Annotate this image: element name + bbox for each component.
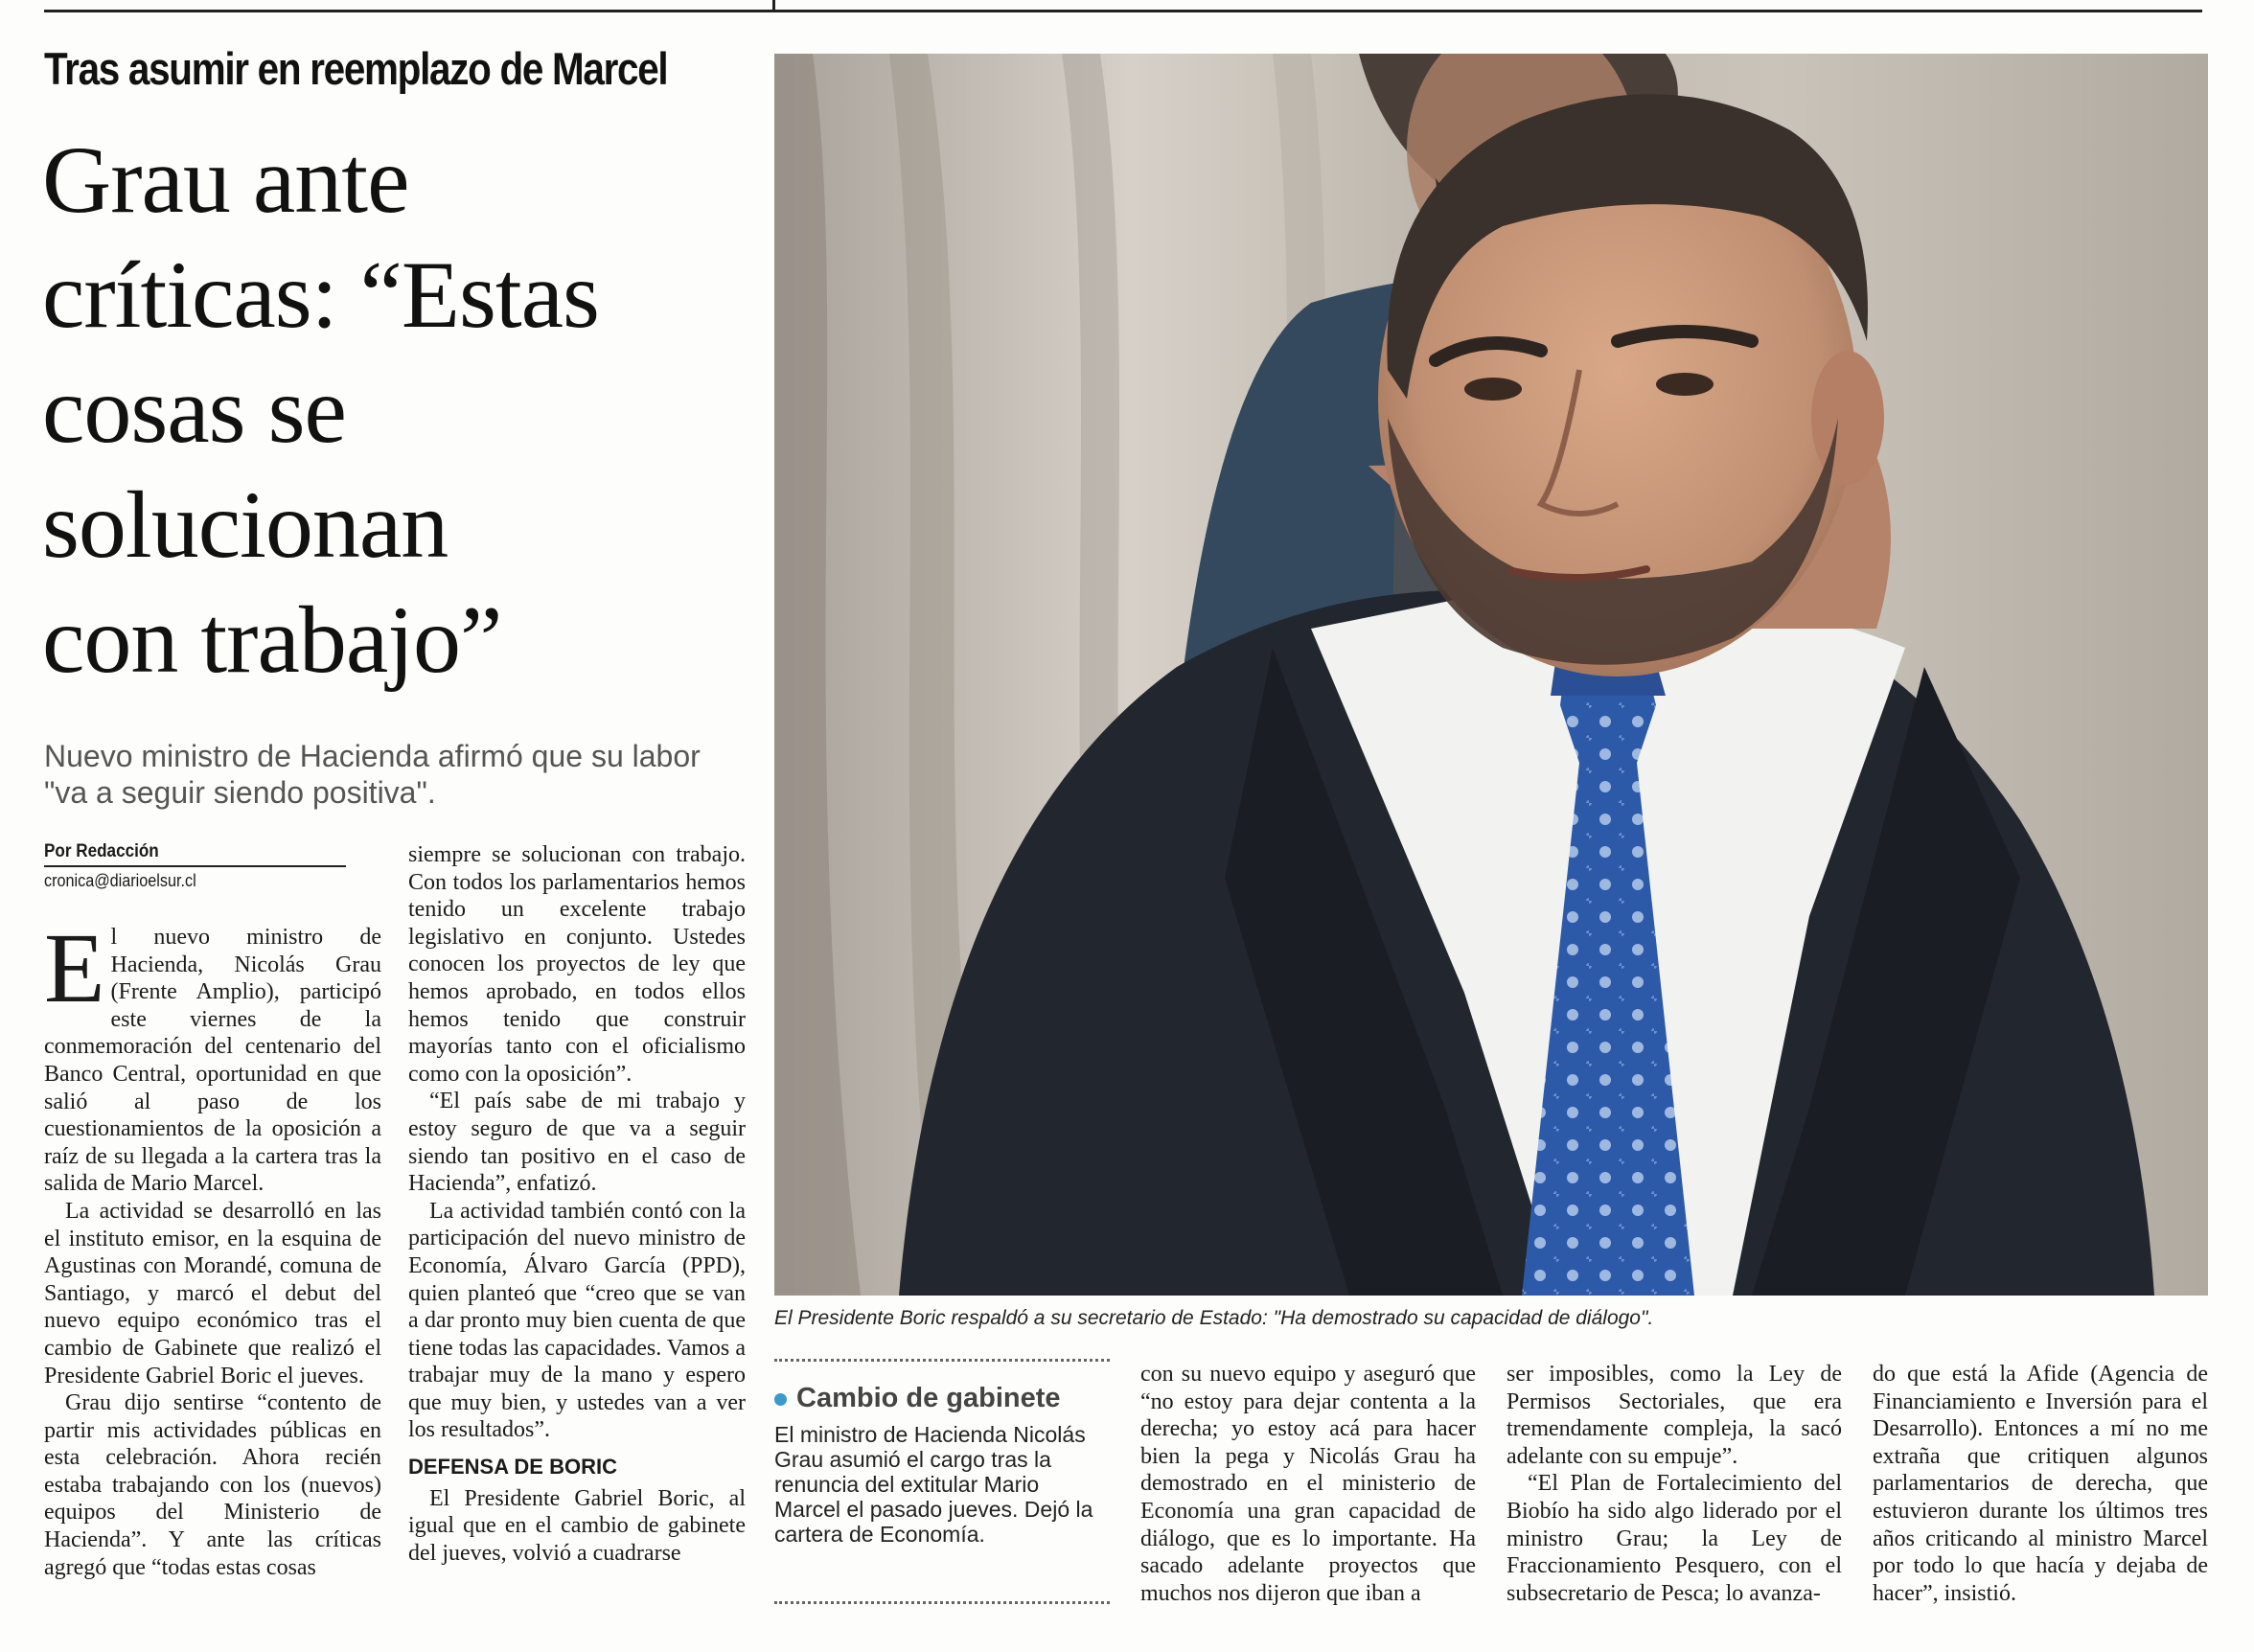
box-body: El ministro de Hacienda Nicolás Grau asumió el cargo tras la renuncia del extitular Mario Marcel el pasado jueves. Dejó la cartera de Economía.: [774, 1422, 1093, 1547]
article-column-4: [1506, 1361, 1842, 1639]
headline: [42, 123, 770, 698]
drop-cap: E: [44, 924, 105, 1023]
kicker: Tras asumir en reemplazo de Marcel: [44, 43, 668, 94]
paragraph: El Presidente Gabriel Boric, al igual que en el cambio de gabinete del jueves, volvió a cuadrarse: [408, 1485, 746, 1566]
byline-email: cronica@diarioelsur.cl: [44, 871, 196, 890]
article-column-1: [44, 924, 381, 1623]
paragraph: do que está la Afide (Agencia de Financiamiento e Inversión para el Desarrollo). Entonces a mí no me extraña que critiquen algunos parlamentarios de derecha, que estuvieron durante los últimos tres años criticando al ministro Marcel por todo lo que hacía y dejaba de hacer”, insistió.: [1873, 1362, 2208, 1606]
paragraph: siempre se solucionan con trabajo. Con todos los parlamentarios hemos tenido un excelente trabajo legislativo en conjunto. Ustedes conocen los proyectos de ley que hemos aprobado, en todos ellos hemos tenido que construir mayorías tanto con el oficialismo como con la oposición”.: [408, 842, 746, 1087]
paragraph: La actividad se desarrolló en las el instituto emisor, en la esquina de Agustinas con Morandé, comuna de Santiago, y marcó el debut del nuevo equipo económico tras el cambio de Gabinete que realizó el Presidente Gabriel Boric el jueves.: [44, 1198, 381, 1388]
paragraph: Grau dijo sentirse “contento de partir mis actividades públicas en esta celebración. Ahora recién estaba trabajando con los (nuevos) equipos del Ministerio de Hacienda”. Y ante las críticas agregó que “todas estas cosas: [44, 1390, 381, 1580]
paragraph: El nuevo ministro de Hacienda, Nicolás Grau (Frente Amplio), participó este viernes de la conmemoración del centenario del Banco Central, oportunidad en que salió al paso de los cuestionamientos de la oposición a raíz de su llegada a la cartera tras la salida de Mario Marcel.: [44, 924, 381, 1197]
article-column-2: [408, 841, 746, 1627]
byline-author: Por Redacción: [44, 841, 346, 867]
news-photo: [774, 54, 2208, 1296]
subhead: Nuevo ministro de Hacienda afirmó que su labor "va a seguir siendo positiva".: [44, 739, 701, 810]
paragraph: “El Plan de Fortalecimiento del Biobío ha sido algo liderado por el ministro Grau; la Ley de Fraccionamiento Pesquero, con el subsecretario de Pesca; lo avanza-: [1506, 1471, 1842, 1606]
top-rule: [44, 0, 2202, 12]
bullet-dot-icon: [774, 1393, 787, 1406]
headline-line: solucionan: [42, 471, 448, 578]
headline-line: críticas: “Estas: [42, 241, 599, 348]
paragraph: “El país sabe de mi trabajo y estoy seguro de que va a seguir siendo tan positivo en el caso de Hacienda”, enfatizó.: [408, 1089, 746, 1197]
section-subtitle: DEFENSA DE BORIC: [408, 1455, 617, 1480]
paragraph: con su nuevo equipo y aseguró que “no estoy para dejar contenta a la derecha; yo estoy acá para hacer bien la pega y Nicolás Grau ha demostrado en el ministerio de Economía una gran capacidad de diálogo, que es lo importante. Ha sacado adelante proyectos que muchos nos dijeron que iban a: [1140, 1362, 1476, 1606]
headline-line: Grau ante: [42, 126, 409, 233]
byline: [44, 841, 380, 891]
article-column-3: [1140, 1361, 1476, 1639]
photo-illustration: [774, 54, 2208, 1296]
article-column-5: [1873, 1361, 2208, 1639]
headline-line: cosas se: [42, 356, 346, 463]
box-title: Cambio de gabinete: [774, 1383, 1110, 1414]
headline-line: con trabajo”: [42, 586, 502, 693]
photo-caption: El Presidente Boric respaldó a su secretario de Estado: "Ha demostrado su capacidad de diálogo".: [774, 1307, 1654, 1329]
paragraph: La actividad también contó con la participación del nuevo ministro de Economía, Álvaro García (PPD), quien planteó que “creo que se van a dar pronto muy bien cuenta de que tiene todas las capacidades. Vamos a trabajar muy de la mano y espero que muy bien, y ustedes van a ver los resultados”.: [408, 1198, 746, 1443]
sidebar-box: [774, 1359, 1110, 1604]
paragraph: ser imposibles, como la Ley de Permisos Sectoriales, que era tremendamente compleja, la sacó adelante con su empuje”.: [1506, 1362, 1842, 1469]
